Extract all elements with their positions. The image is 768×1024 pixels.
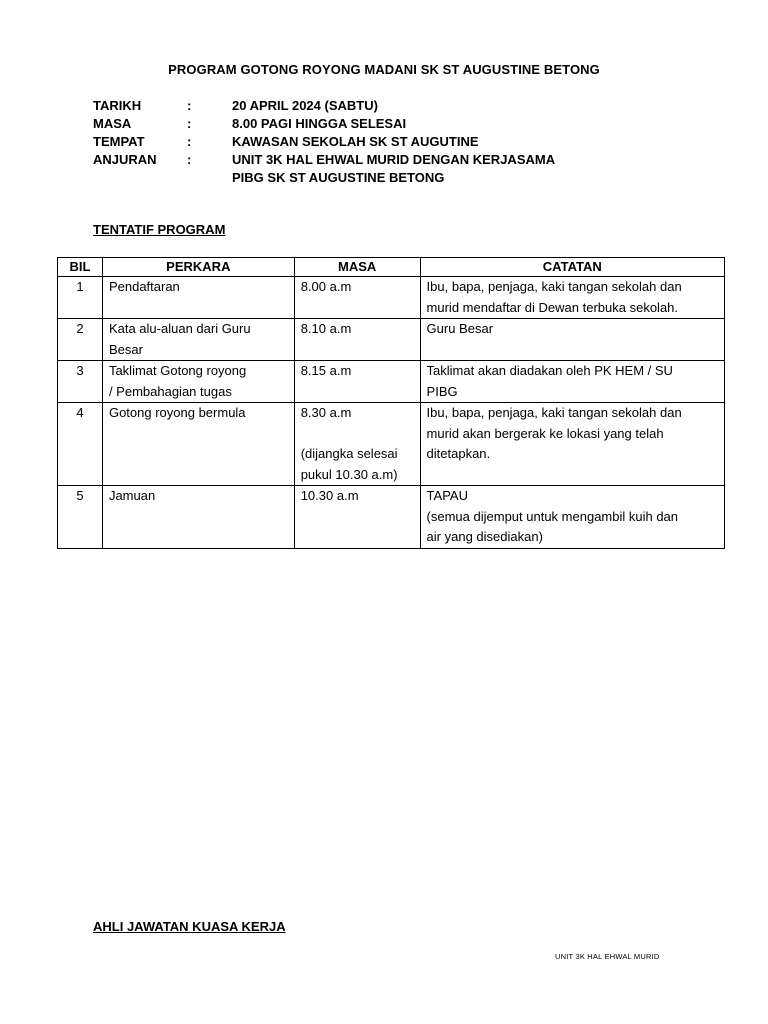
- info-colon: :: [187, 152, 192, 167]
- cell-catatan: [420, 361, 724, 403]
- cell-line: 10.30 a.m: [300, 488, 359, 503]
- info-colon: :: [187, 134, 192, 149]
- info-label: MASA: [93, 116, 132, 131]
- tentatif-heading: TENTATIF PROGRAM: [93, 222, 226, 237]
- cell-masa: [294, 361, 420, 403]
- cell-line: Ibu, bapa, penjaga, kaki tangan sekolah dan: [426, 405, 682, 420]
- cell-line: Pendaftaran: [108, 279, 180, 294]
- cell-masa: [294, 486, 420, 549]
- info-colon: :: [187, 116, 192, 131]
- cell-line: / Pembahagian tugas: [108, 383, 232, 399]
- cell-line: 8.15 a.m: [300, 363, 352, 378]
- table-row: [58, 277, 725, 319]
- footer-unit-label: UNIT 3K HAL EHWAL MURID: [555, 952, 660, 961]
- cell-perkara: [102, 403, 294, 486]
- cell-line: 8.00 a.m: [300, 279, 352, 294]
- document-title: PROGRAM GOTONG ROYONG MADANI SK ST AUGUSTINE BETONG: [168, 62, 600, 77]
- info-value: 20 APRIL 2024 (SABTU): [232, 98, 378, 113]
- event-info: [93, 97, 632, 187]
- cell-masa: [294, 277, 420, 319]
- ajk-heading: AHLI JAWATAN KUASA KERJA: [93, 919, 286, 934]
- info-colon: :: [187, 98, 192, 113]
- info-value: PIBG SK ST AUGUSTINE BETONG: [232, 170, 445, 185]
- table-row: [58, 403, 725, 486]
- header-catatan: CATATAN: [420, 258, 724, 277]
- table-row: [58, 361, 725, 403]
- header-perkara: PERKARA: [102, 258, 294, 277]
- cell-perkara: [102, 486, 294, 549]
- info-label: ANJURAN: [93, 152, 157, 167]
- cell-line: 8.10 a.m: [300, 321, 352, 336]
- cell-line: pukul 10.30 a.m): [300, 466, 398, 482]
- info-row-masa: [93, 115, 632, 133]
- cell-catatan: [420, 277, 724, 319]
- cell-spacer: [301, 424, 414, 445]
- cell-line: 8.30 a.m: [300, 405, 352, 420]
- info-value: KAWASAN SEKOLAH SK ST AUGUTINE: [232, 134, 479, 149]
- cell-catatan: [420, 486, 724, 549]
- cell-line: Besar: [108, 341, 143, 357]
- cell-bil: 3: [58, 361, 103, 403]
- info-row-anjuran: [93, 151, 632, 169]
- cell-line: ditetapkan.: [426, 446, 491, 461]
- info-value: 8.00 PAGI HINGGA SELESAI: [232, 116, 407, 131]
- cell-line: Taklimat Gotong royong: [108, 363, 247, 378]
- cell-masa: [294, 319, 420, 361]
- table-row: [58, 486, 725, 549]
- cell-bil: 1: [58, 277, 103, 319]
- cell-bil: 5: [58, 486, 103, 549]
- cell-line: (semua dijemput untuk mengambil kuih dan: [426, 508, 679, 524]
- info-value: UNIT 3K HAL EHWAL MURID DENGAN KERJASAMA: [232, 152, 556, 167]
- cell-bil: 2: [58, 319, 103, 361]
- cell-line: Ibu, bapa, penjaga, kaki tangan sekolah dan: [426, 279, 682, 294]
- info-label: TEMPAT: [93, 134, 145, 149]
- cell-line: Taklimat akan diadakan oleh PK HEM / SU: [426, 363, 673, 378]
- table-row: [58, 319, 725, 361]
- cell-line: murid akan bergerak ke lokasi yang telah: [426, 425, 664, 441]
- header-bil: BIL: [58, 258, 103, 277]
- info-label: [93, 169, 187, 187]
- info-label: TARIKH: [93, 98, 142, 113]
- cell-line: air yang disediakan): [426, 529, 543, 544]
- cell-line: Guru Besar: [426, 321, 494, 336]
- cell-line: PIBG: [426, 383, 458, 399]
- cell-line: Gotong royong bermula: [108, 405, 246, 420]
- cell-perkara: [102, 277, 294, 319]
- cell-catatan: [420, 403, 724, 486]
- cell-line: (dijangka selesai: [300, 446, 398, 461]
- program-table: [57, 257, 725, 549]
- cell-bil: 4: [58, 403, 103, 486]
- cell-line: Kata alu-aluan dari Guru: [108, 321, 251, 336]
- cell-perkara: [102, 319, 294, 361]
- info-row-anjuran-continued: [93, 169, 632, 187]
- info-colon: [187, 169, 232, 187]
- cell-line: TAPAU: [426, 488, 468, 503]
- cell-line: murid mendaftar di Dewan terbuka sekolah.: [426, 299, 679, 315]
- header-masa: MASA: [294, 258, 420, 277]
- info-row-tarikh: [93, 97, 632, 115]
- cell-masa: [294, 403, 420, 486]
- cell-line: Jamuan: [108, 488, 156, 503]
- cell-perkara: [102, 361, 294, 403]
- info-row-tempat: [93, 133, 632, 151]
- table-header-row: [58, 258, 725, 277]
- cell-catatan: [420, 319, 724, 361]
